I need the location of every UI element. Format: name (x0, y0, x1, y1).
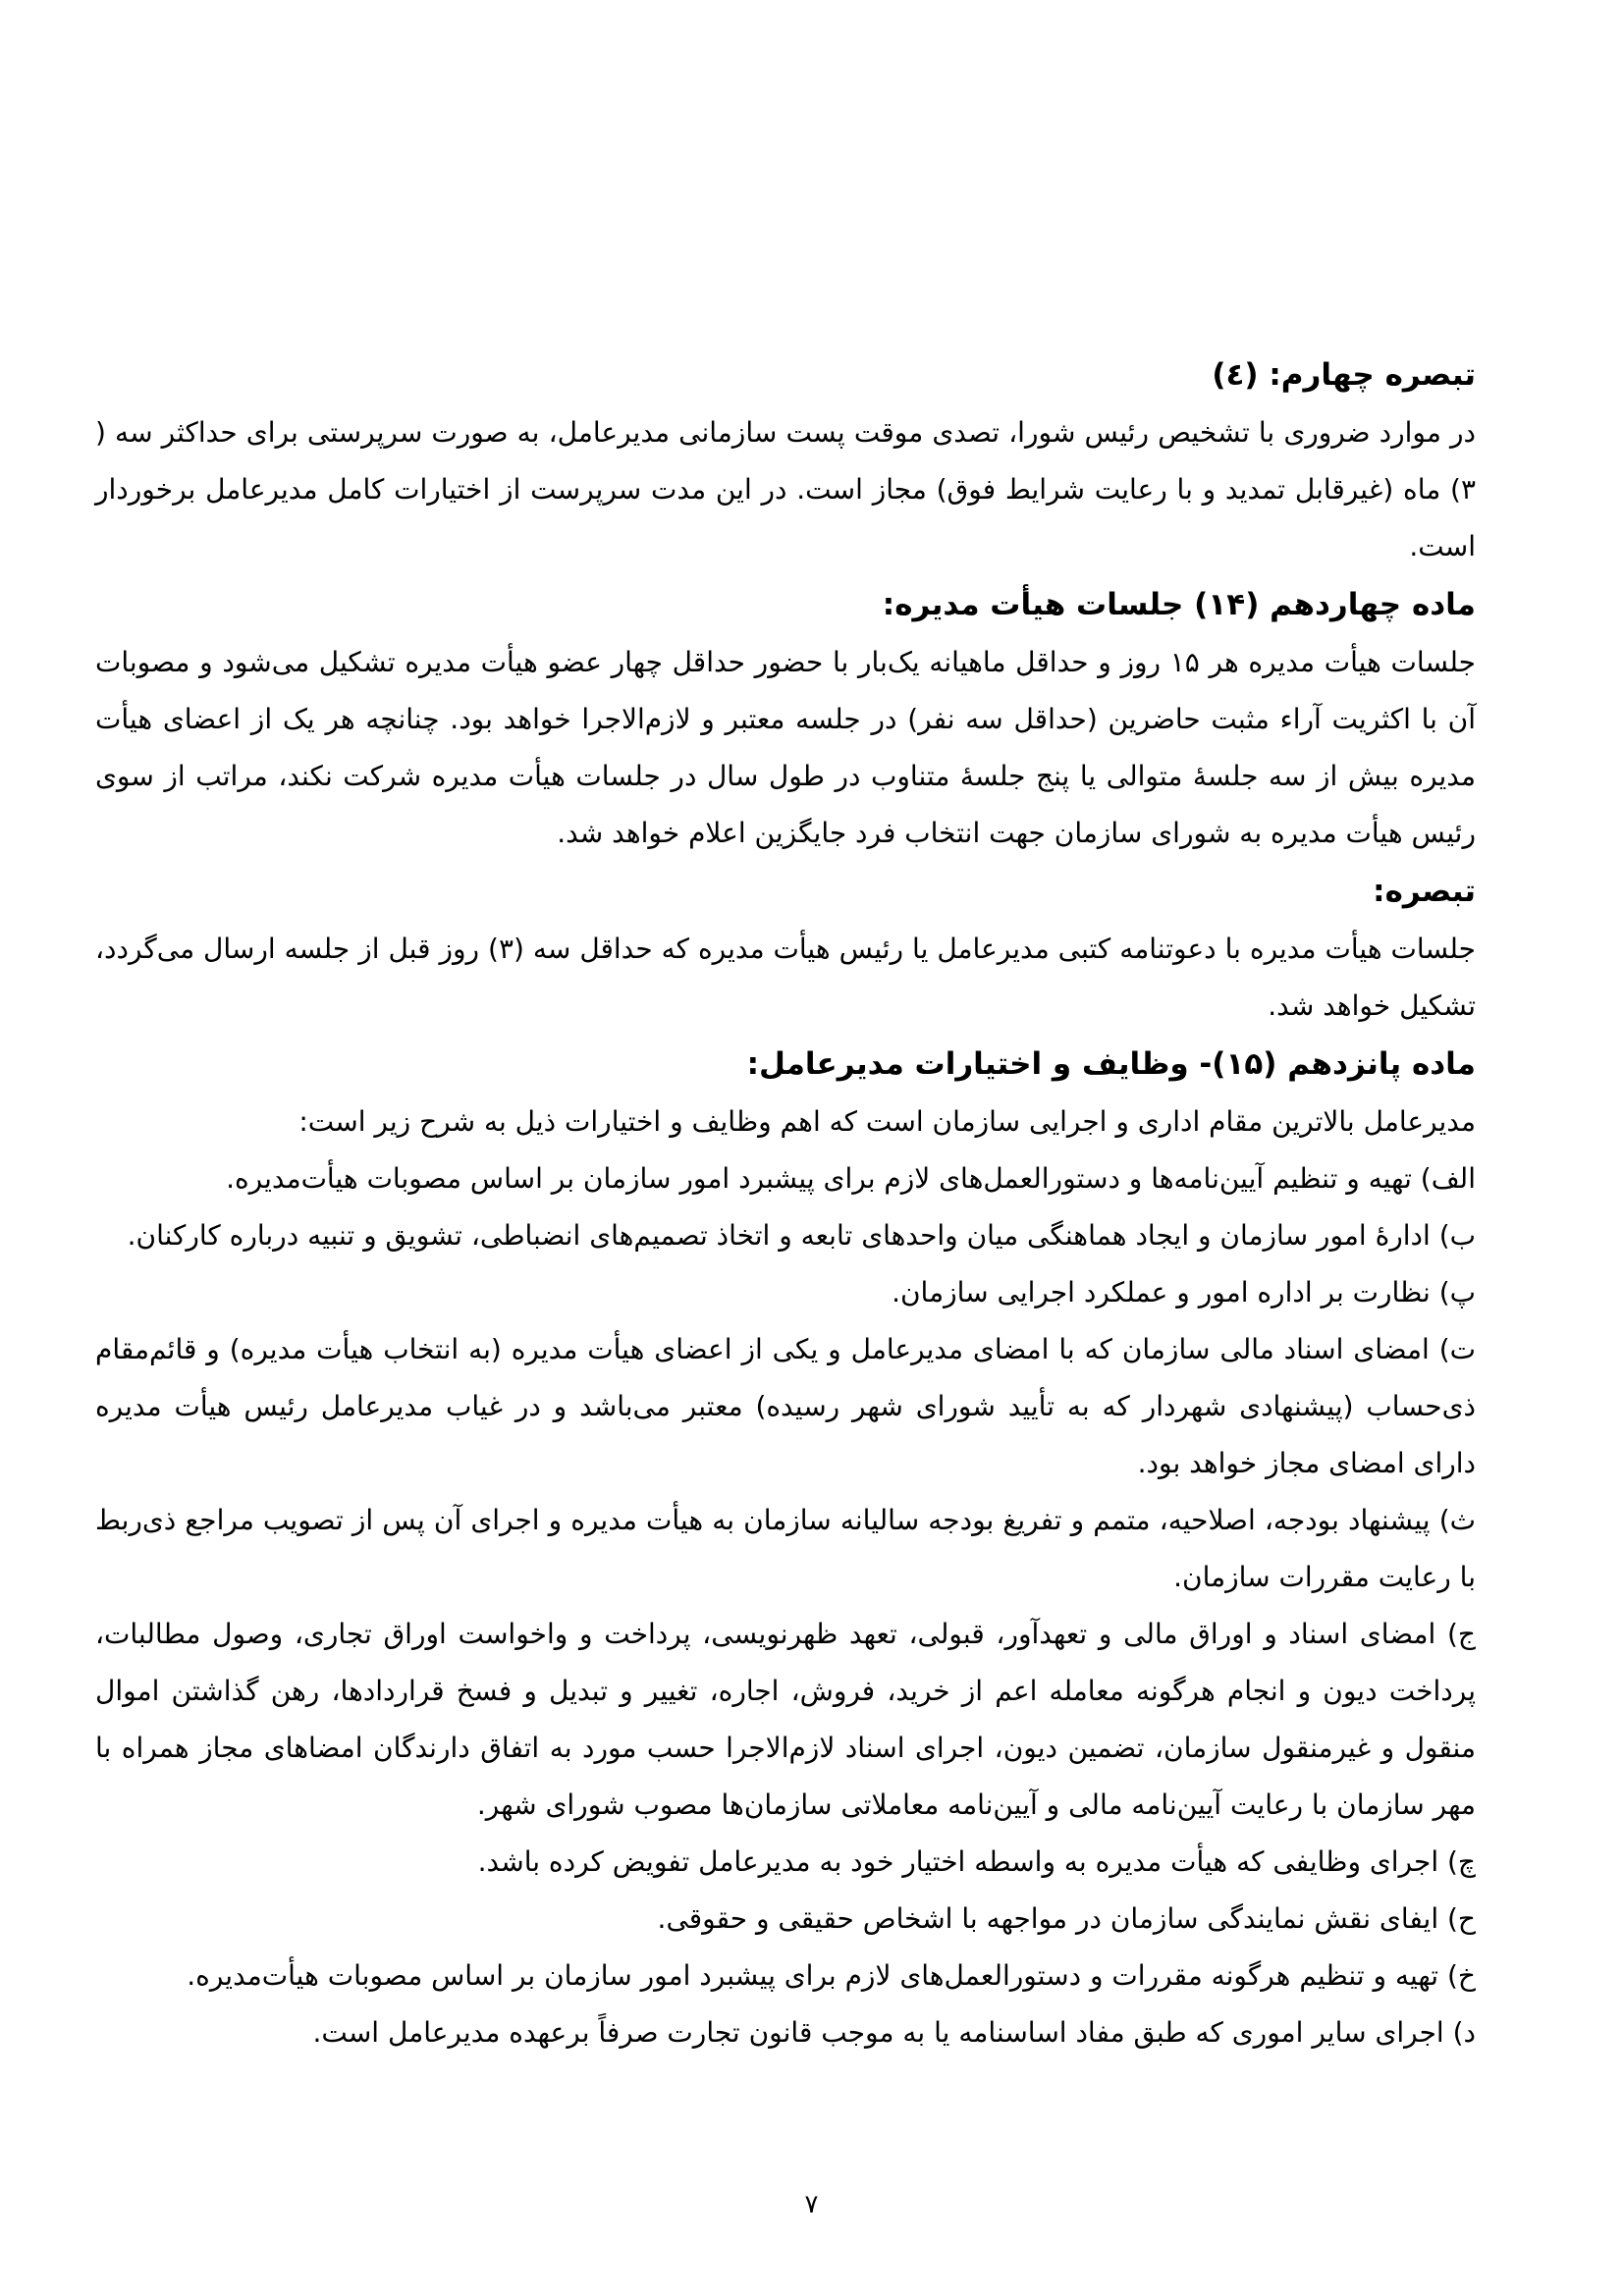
article-15-item-pe: پ) نظارت بر اداره امور و عملکرد اجرایی سازمان. (892, 1276, 1476, 1308)
article-15-item-te: ت) امضای اسناد مالی سازمان که با امضای مدیرعامل و یکی از اعضای هیأت مدیره (به انتخاب هیأت مدیره) و قائم‌مقام ذی‌حساب (پیشنهادی شهردار که به تأیید شورای شهر رسیده) معتبر می‌باشد و در غیاب مدیرعامل رئیس هیأت مدیره دارای امضای مجاز خواهد بود. (95, 1333, 1476, 1479)
article-15-item-che: چ) اجرای وظایفی که هیأت مدیره به واسطه اختیار خود به مدیرعامل تفویض کرده باشد. (477, 1845, 1476, 1878)
article-15-item-jim: ج) امضای اسناد و اوراق مالی و تعهدآور، قبولی، تعهد ظهرنویسی، پرداخت و واخواست اوراق تجاری، وصول مطالبات، پرداخت دیون و انجام هرگونه معامله اعم از خرید، فروش، اجاره، تغییر و تبدیل و فسخ قراردادها، رهن گذاشتن اموال منقول و غیرمنقول سازمان، تضمین دیون، اجرای اسناد لازم‌الاجرا حسب مورد به اتفاق دارندگان امضاهای مجاز همراه با مهر سازمان با رعایت آیین‌نامه مالی و آیین‌نامه معاملاتی سازمان‌ها مصوب شورای شهر. (95, 1618, 1476, 1821)
note-4-paragraph: در موارد ضروری با تشخیص رئیس شورا، تصدی موقت پست سازمانی مدیرعامل، به صورت سرپرستی برای حداکثر سه ( ۳) ماه (غیرقابل تمدید و با رعایت شرایط فوق) مجاز است. در این مدت سرپرست از اختیارات کامل مدیرعامل برخوردار است. (95, 416, 1476, 562)
document-body (95, 346, 1476, 2061)
note-paragraph: جلسات هیأت مدیره با دعوتنامه کتبی مدیرعامل یا رئیس هیأت مدیره که حداقل سه (۳) روز قبل از جلسه ارسال می‌گردد، تشکیل خواهد شد. (95, 933, 1476, 1022)
article-15-item-alef: الف) تهیه و تنظیم آیین‌نامه‌ها و دستورالعمل‌های لازم برای پیشبرد امور سازمان بر اساس مصوبات هیأت‌مدیره. (226, 1162, 1476, 1195)
page-number: ۷ (804, 2190, 819, 2219)
article-14-paragraph: جلسات هیأت مدیره هر ۱۵ روز و حداقل ماهیانه یک‌بار با حضور حداقل چهار عضو هیأت مدیره تشکیل می‌شود و مصوبات آن با اکثریت آراء مثبت حاضرین (حداقل سه نفر) در جلسه معتبر و لازم‌الاجرا خواهد بود. چنانچه هر یک از اعضای هیأت مدیره بیش از سه جلسۀ متوالی یا پنج جلسۀ متناوب در طول سال در جلسات هیأت مدیره شرکت نکند، مراتب از سوی رئیس هیأت مدیره به شورای سازمان جهت انتخاب فرد جایگزین اعلام خواهد شد. (95, 646, 1476, 849)
article-14-heading: ماده چهاردهم (۱۴) جلسات هیأت مدیره: (882, 587, 1476, 622)
note-heading: تبصره: (1373, 874, 1476, 909)
article-15-item-dal: د) اجرای سایر اموری که طبق مفاد اساسنامه یا به موجب قانون تجارت صرفاً برعهده مدیرعامل است. (312, 2016, 1476, 2049)
article-15-item-se: ث) پیشنهاد بودجه، اصلاحیه، متمم و تفریغ بودجه سالیانه سازمان به هیأت مدیره و اجرای آن پس از تصویب مراجع ذی‌ربط با رعایت مقررات سازمان. (95, 1504, 1476, 1593)
note-4-heading: تبصره چهارم: (٤) (1212, 357, 1476, 393)
article-15-heading: ماده پانزدهم (۱۵)- وظایف و اختیارات مدیرعامل: (746, 1046, 1476, 1082)
article-15-intro: مدیرعامل بالاترین مقام اداری و اجرایی سازمان است که اهم وظایف و اختیارات ذیل به شرح زیر است: (298, 1105, 1476, 1138)
article-15-item-be: ب) ادارۀ امور سازمان و ایجاد هماهنگی میان واحدهای تابعه و اتخاذ تصمیم‌های انضباطی، تشویق و تنبیه درباره کارکنان. (127, 1219, 1476, 1252)
page-footer (0, 2185, 1623, 2224)
article-15-item-he: ح) ایفای نقش نمایندگی سازمان در مواجهه با اشخاص حقیقی و حقوقی. (657, 1902, 1476, 1935)
article-15-item-khe: خ) تهیه و تنظیم هرگونه مقررات و دستورالعمل‌های لازم برای پیشبرد امور سازمان بر اساس مصوبات هیأت‌مدیره. (187, 1959, 1476, 1992)
